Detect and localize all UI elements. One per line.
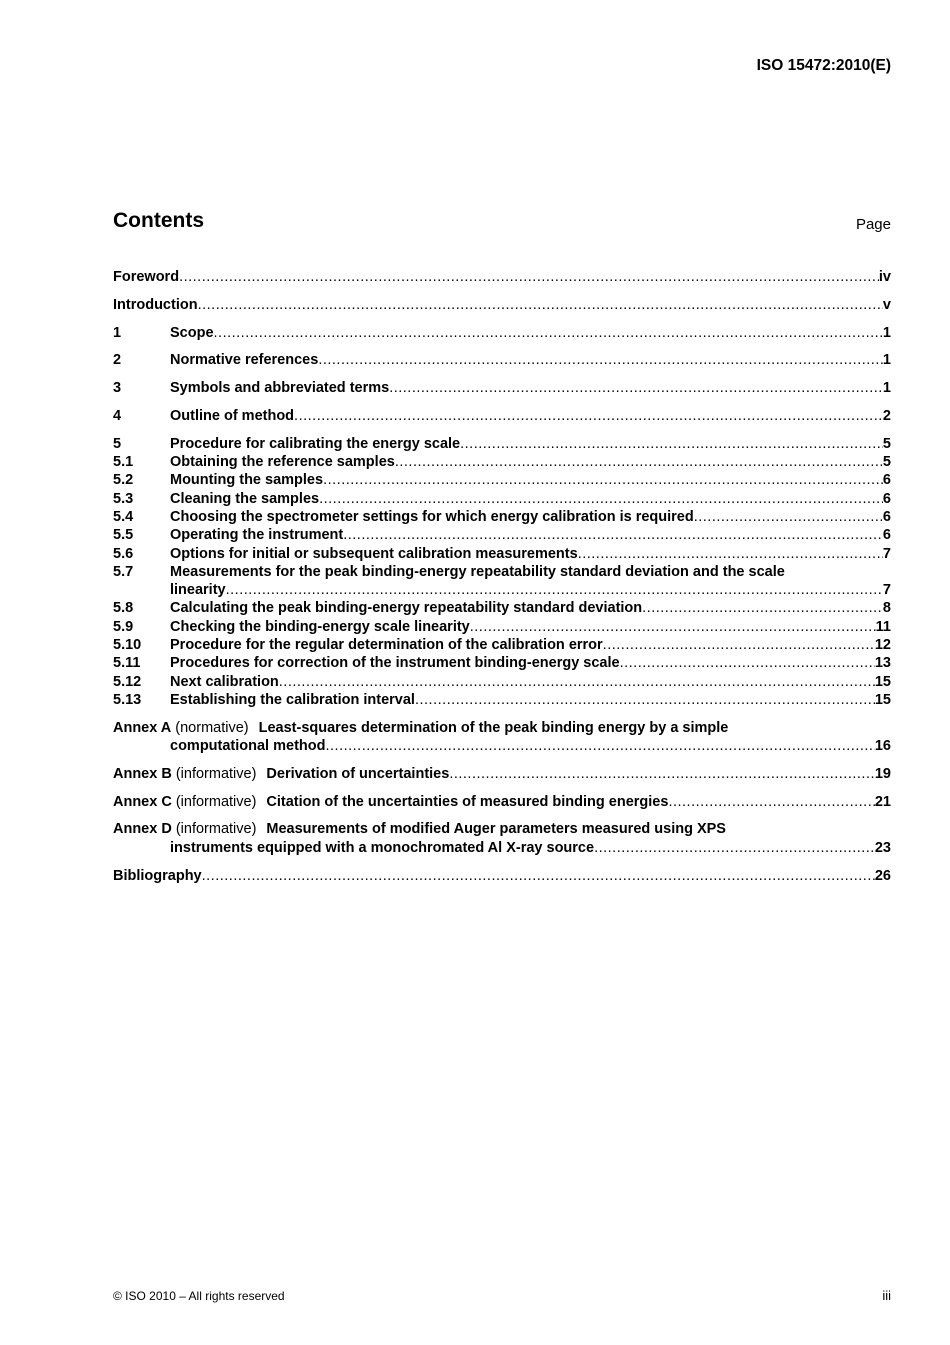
leader-dots [325, 737, 874, 755]
toc-entry-number: 5.8 [113, 600, 134, 617]
toc-entry-number: 5.11 [113, 655, 141, 672]
toc-entry-3[interactable] [113, 379, 891, 397]
toc-entry-page: 8 [882, 600, 891, 617]
toc-entry-5-7-continued[interactable] [113, 581, 891, 599]
document-id: ISO 15472:2010(E) [756, 57, 891, 74]
leader-dots [470, 618, 876, 636]
toc-entry-5-2[interactable] [113, 471, 891, 489]
annex-label: Annex B [113, 765, 172, 782]
toc-entry-page: 26 [874, 867, 891, 884]
toc-entry-title: Outline of method [170, 407, 295, 424]
toc-entry-1[interactable] [113, 324, 891, 342]
leader-dots [603, 636, 875, 654]
toc-entry-5-6[interactable] [113, 545, 891, 563]
toc-entry-introduction[interactable] [113, 296, 891, 314]
toc-entry-annex-b[interactable] [113, 765, 891, 783]
toc-entry-5[interactable] [113, 435, 891, 453]
toc-entry-2[interactable] [113, 351, 891, 369]
toc-entry-title: Normative references [170, 352, 319, 369]
toc-entry-page: 6 [882, 472, 891, 489]
toc-entry-annex-a-continued[interactable] [113, 737, 891, 755]
toc-entry-number: 3 [113, 380, 122, 397]
toc-entry-page: 6 [882, 527, 891, 544]
leader-dots [460, 435, 883, 453]
leader-dots [202, 867, 875, 885]
toc-entry-title: Procedure for calibrating the energy scale [170, 435, 461, 452]
annex-label: Annex A [113, 719, 172, 736]
toc-entry-title: Symbols and abbreviated terms [170, 380, 390, 397]
toc-entry-title: instruments equipped with a monochromated Al X-ray source [170, 839, 595, 856]
toc-entry-page: 23 [874, 839, 891, 856]
toc-entry-title: Cleaning the samples [170, 490, 320, 507]
toc-entry-page: 6 [882, 508, 891, 525]
toc-entry-page: 15 [874, 673, 891, 690]
leader-dots [343, 526, 883, 544]
toc-entry-annex-a[interactable] [113, 719, 891, 737]
toc-entry-title: Procedure for the regular determination of the calibration error [170, 637, 603, 654]
page-column-label: Page [855, 216, 891, 233]
toc-entry-5-5[interactable] [113, 526, 891, 544]
toc-entry-number: 5.7 [113, 563, 134, 580]
leader-dots [620, 654, 875, 672]
toc-entry-number: 1 [113, 324, 122, 341]
toc-entry-number: 4 [113, 407, 122, 424]
toc-entry-title: linearity [170, 582, 226, 599]
toc-entry-number: 5.6 [113, 545, 134, 562]
toc-entry-number: 5.13 [113, 691, 142, 708]
toc-entry-4[interactable] [113, 407, 891, 425]
toc-entry-title: Measurements for the peak binding-energy repeatability standard deviation and the scale [170, 563, 785, 580]
toc-entry-annex-c[interactable] [113, 793, 891, 811]
toc-entry-title: Checking the binding-energy scale linearity [170, 618, 470, 635]
leader-dots [318, 351, 883, 369]
toc-entry-title: Scope [170, 324, 214, 341]
toc-entry-number: 5.1 [113, 454, 134, 471]
toc-entry-page: 19 [874, 765, 891, 782]
toc-entry-page: 1 [882, 324, 891, 341]
annex-label: Annex C [113, 793, 172, 810]
toc-entry-number: 5.2 [113, 472, 134, 489]
toc-entry-5-7[interactable] [113, 563, 891, 581]
leader-dots [395, 453, 883, 471]
toc-entry-title: Foreword [113, 269, 180, 285]
toc-entry-number: 5.5 [113, 527, 134, 544]
toc-entry-5-1[interactable] [113, 453, 891, 471]
toc-entry-page: 16 [874, 738, 891, 755]
toc-entry-page: 2 [882, 407, 891, 424]
toc-entry-page: 5 [882, 435, 891, 452]
toc-entry-page: 1 [882, 352, 891, 369]
leader-dots [415, 691, 875, 709]
leader-dots [694, 508, 883, 526]
toc-entry-page: 11 [875, 618, 891, 635]
toc-entry-title: computational method [170, 738, 326, 755]
toc-entry-page: 6 [882, 490, 891, 507]
toc-entry-title: Citation of the uncertainties of measured binding energies [266, 793, 669, 810]
toc-entry-annex-d[interactable] [113, 820, 891, 838]
toc-entry-page: 7 [882, 545, 891, 562]
annex-label: Annex D [113, 821, 172, 838]
table-of-contents [113, 268, 891, 885]
toc-entry-title: Calculating the peak binding-energy repeatability standard deviation [170, 600, 643, 617]
toc-entry-page: 12 [874, 637, 891, 654]
toc-entry-foreword[interactable] [113, 268, 891, 286]
leader-dots [198, 296, 883, 314]
toc-entry-title: Mounting the samples [170, 472, 324, 489]
toc-entry-title: Obtaining the reference samples [170, 454, 395, 471]
toc-entry-title: Operating the instrument [170, 527, 344, 544]
toc-entry-bibliography[interactable] [113, 867, 891, 885]
page-number: iii [882, 1288, 891, 1303]
leader-dots [226, 581, 883, 599]
toc-entry-title: Next calibration [170, 673, 279, 690]
toc-entry-title: Measurements of modified Auger parameters measured using XPS [266, 821, 726, 838]
leader-dots [279, 673, 875, 691]
copyright-notice: © ISO 2010 – All rights reserved [113, 1289, 285, 1303]
toc-entry-number: 5.9 [113, 618, 134, 635]
toc-entry-number: 5 [113, 435, 122, 452]
toc-entry-5-12[interactable] [113, 673, 891, 691]
leader-dots [594, 839, 875, 857]
toc-entry-number: 5.12 [113, 673, 142, 690]
toc-entry-5-4[interactable] [113, 508, 891, 526]
leader-dots [449, 765, 875, 783]
toc-entry-page: 7 [882, 582, 891, 599]
toc-entry-page: 15 [874, 691, 891, 708]
toc-entry-5-13[interactable] [113, 691, 891, 709]
annex-type: (normative) [175, 719, 249, 736]
contents-heading: Contents [113, 209, 204, 232]
leader-dots [214, 324, 883, 342]
toc-entry-number: 2 [113, 352, 122, 369]
toc-entry-page: 5 [882, 454, 891, 471]
toc-entry-annex-d-continued[interactable] [113, 839, 891, 857]
leader-dots [668, 793, 874, 811]
leader-dots [389, 379, 883, 397]
annex-type: (informative) [175, 821, 257, 838]
toc-entry-title: Establishing the calibration interval [170, 691, 415, 708]
leader-dots [319, 490, 883, 508]
toc-entry-page: v [882, 296, 891, 313]
toc-entry-5-10[interactable] [113, 636, 891, 654]
toc-entry-number: 5.4 [113, 508, 134, 525]
leader-dots [578, 545, 883, 563]
toc-entry-page: 21 [874, 793, 891, 810]
leader-dots [323, 471, 883, 489]
toc-entry-title: Least-squares determination of the peak binding energy by a simple [258, 719, 729, 736]
toc-entry-title: Procedures for correction of the instrument binding-energy scale [170, 655, 620, 672]
toc-entry-title: Options for initial or subsequent calibration measurements [170, 545, 578, 562]
toc-entry-title: Bibliography [113, 867, 202, 884]
toc-entry-title: Derivation of uncertainties [266, 765, 450, 782]
toc-entry-5-9[interactable] [113, 618, 891, 636]
leader-dots [294, 407, 883, 425]
annex-type: (informative) [175, 765, 257, 782]
toc-entry-page: 1 [882, 380, 891, 397]
toc-entry-page: iv [878, 269, 891, 285]
toc-entry-number: 5.3 [113, 490, 134, 507]
toc-entry-5-3[interactable] [113, 490, 891, 508]
leader-dots [179, 268, 879, 286]
annex-type: (informative) [175, 793, 257, 810]
toc-entry-title: Introduction [113, 296, 198, 313]
toc-entry-5-8[interactable] [113, 599, 891, 617]
toc-entry-number: 5.10 [113, 637, 142, 654]
toc-entry-page: 13 [874, 655, 891, 672]
toc-entry-5-11[interactable] [113, 654, 891, 672]
leader-dots [642, 599, 883, 617]
toc-entry-title: Choosing the spectrometer settings for which energy calibration is required [170, 508, 694, 525]
